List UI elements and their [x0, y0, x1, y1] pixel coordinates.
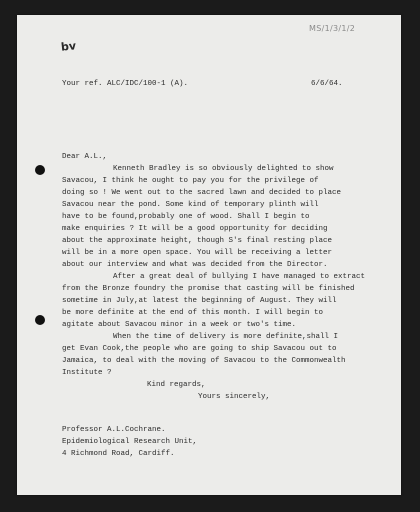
address-line: 4 Richmond Road, Cardiff. [62, 450, 175, 458]
address-line: Epidemiological Research Unit, [62, 438, 198, 446]
body-line: Institute ? [62, 369, 112, 377]
punch-hole-top [35, 165, 45, 175]
body-line: have to be found,probably one of wood. Shall I begin to [62, 213, 310, 221]
body-line: Savacou near the pond. Some kind of temporary plinth will [62, 201, 319, 209]
body-line: be more definite at the end of this month. I will begin to [62, 309, 324, 317]
archive-reference: MS/1/3/1/2 [309, 24, 356, 33]
body-line: agitate about Savacou minor in a week or two's time. [62, 321, 297, 329]
punch-hole-bottom [35, 315, 45, 325]
body-line: get Evan Cook,the people who are going to ship Savacou out to [62, 345, 337, 353]
handwritten-initials: bv [60, 39, 77, 54]
reference-line: Your ref. ALC/IDC/100-1 (A). [62, 80, 189, 88]
body-line: doing so ! We went out to the sacred lawn and decided to place [62, 189, 342, 197]
body-line: Savacou, I think he ought to pay you for the privilege of [62, 177, 319, 185]
body-line: make enquiries ? It will be a good opportunity for deciding [62, 225, 328, 233]
body-line: When the time of delivery is more definite,shall I [113, 333, 339, 341]
body-line: from the Bronze foundry the promise that casting will be finished [62, 285, 355, 293]
body-line: about the approximate height, though S's final resting place [62, 237, 333, 245]
body-line: Kenneth Bradley is so obviously delighted to show [113, 165, 334, 173]
letter-page [17, 15, 401, 495]
letter-date: 6/6/64. [311, 80, 343, 88]
salutation: Dear A.L., [62, 153, 108, 161]
closing-signoff: Yours sincerely, [198, 393, 271, 401]
body-line: After a great deal of bullying I have managed to extract [113, 273, 366, 281]
body-line: Jamaica, to deal with the moving of Savacou to the Commonwealth [62, 357, 346, 365]
body-line: will be in a more open space. You will be receiving a letter [62, 249, 333, 257]
body-line: sometime in July,at latest the beginning of August. They will [62, 297, 337, 305]
address-line: Professor A.L.Cochrane. [62, 426, 166, 434]
closing-regards: Kind regards, [147, 381, 206, 389]
body-line: about our interview and what was decided from the Director. [62, 261, 328, 269]
